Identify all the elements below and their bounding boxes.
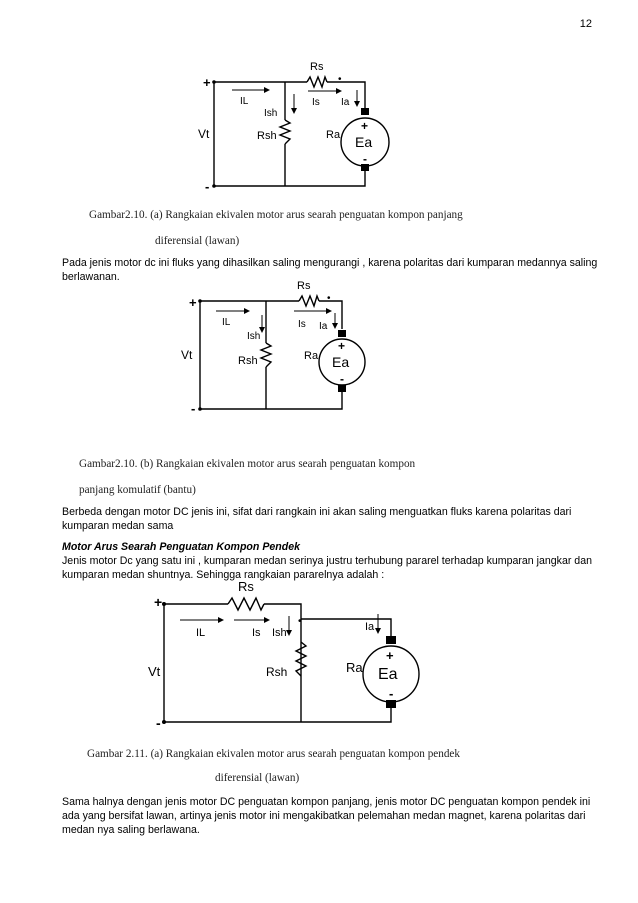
paragraph: Sama halnya dengan jenis motor DC penguatan kompon panjang, jenis motor DC penguatan kompon pendek ini ada yang bersifat lawan, artinya jenis motor ini mengakibatkan pelemahan medan magnet, karena polaritas dari medan nya saling berlawana.: [62, 796, 591, 836]
figure-caption: Gambar 2.11. (a) Rangkaian ekivalen motor arus searah penguatan kompon pendek: [87, 748, 460, 760]
page-number: 12: [579, 18, 592, 30]
is-arrowhead: [336, 88, 342, 94]
brush-top: [386, 636, 396, 644]
terminal-dot: [212, 184, 216, 188]
ea-minus: -: [340, 372, 344, 386]
vt-label: Vt: [148, 664, 161, 679]
junction-dot-mark: •: [298, 616, 302, 627]
is-arrowhead: [326, 308, 332, 314]
ea-label: Ea: [378, 666, 398, 683]
ia-label: Ia: [319, 321, 328, 332]
ish-label: Ish: [264, 108, 278, 119]
rs-label: Rs: [238, 579, 254, 594]
terminal-dot: [162, 602, 166, 606]
ish-arrowhead: [291, 108, 297, 114]
ia-arrowhead: [375, 628, 381, 634]
terminal-dot: [212, 80, 216, 84]
brush-bottom: [386, 700, 396, 708]
junction-dot-mark: •: [327, 293, 331, 304]
rsh-label: Rsh: [257, 130, 277, 142]
series-resistor-rs: [299, 296, 319, 306]
circuit-diagram-long-compound-b: [176, 279, 386, 419]
brush-top: [338, 330, 346, 337]
brush-top: [361, 108, 369, 115]
il-arrowhead: [218, 617, 224, 623]
ea-minus: -: [389, 686, 394, 701]
figure-caption: panjang komulatif (bantu): [79, 484, 196, 496]
circuit-diagram-short-compound-a: [146, 580, 416, 732]
il-label: IL: [196, 627, 206, 639]
ia-label: Ia: [365, 621, 375, 633]
ia-label: Ia: [341, 97, 350, 108]
ra-label: Ra: [304, 350, 319, 362]
plus-terminal: +: [203, 75, 211, 90]
minus-terminal: -: [191, 401, 196, 416]
rsh-label: Rsh: [238, 355, 258, 367]
ea-label: Ea: [355, 134, 373, 150]
paragraph: Berbeda dengan motor DC jenis ini, sifat dari rangkain ini akan saling menguatkan fluks karena polaritas dari kumparan medan sama: [62, 506, 572, 532]
shunt-resistor-rsh: [280, 120, 290, 144]
rs-label: Rs: [297, 280, 311, 292]
ia-arrowhead: [354, 101, 360, 107]
il-arrowhead: [244, 308, 250, 314]
is-label: Is: [298, 319, 306, 330]
series-resistor-rs: [228, 598, 264, 610]
figure-caption: Gambar2.10. (a) Rangkaian ekivalen motor arus searah penguatan kompon panjang: [89, 209, 463, 221]
brush-bottom: [338, 385, 346, 392]
paragraph: Pada jenis motor dc ini fluks yang dihasilkan saling mengurangi , karena polaritas dari kumparan medannya saling berlawanan.: [62, 257, 598, 283]
is-arrowhead: [264, 617, 270, 623]
ea-label: Ea: [332, 354, 350, 370]
circuit-diagram-long-compound-a: [190, 58, 420, 198]
ish-arrowhead: [286, 630, 292, 636]
figure-caption: diferensial (lawan): [215, 772, 300, 784]
vt-label: Vt: [181, 348, 193, 362]
terminal-dot: [162, 720, 166, 724]
ish-label: Ish: [247, 331, 261, 342]
figure-caption: Gambar2.10. (b) Rangkaian ekivalen motor arus searah penguatan kompon: [79, 458, 416, 470]
ea-plus: +: [386, 648, 394, 663]
ra-label: Ra: [326, 129, 341, 141]
figure-caption: diferensial (lawan): [155, 235, 240, 247]
terminal-dot: [198, 299, 202, 303]
rsh-label: Rsh: [266, 665, 288, 679]
il-label: IL: [222, 317, 231, 328]
ea-plus: +: [338, 339, 346, 353]
plus-terminal: +: [189, 295, 197, 310]
minus-terminal: -: [205, 179, 210, 194]
rs-label: Rs: [310, 61, 324, 73]
section-heading: Motor Arus Searah Penguatan Kompon Pendek: [62, 541, 301, 553]
ra-label: Ra: [346, 660, 363, 675]
ish-label: Ish: [272, 627, 287, 639]
ea-minus: -: [363, 152, 367, 166]
series-resistor-rs: [307, 77, 327, 87]
ea-plus: +: [361, 119, 369, 133]
ia-arrowhead: [332, 323, 338, 329]
il-label: IL: [240, 96, 249, 107]
il-arrowhead: [264, 87, 270, 93]
plus-terminal: +: [154, 594, 163, 610]
shunt-resistor-rsh: [261, 343, 271, 367]
vt-label: Vt: [198, 127, 210, 141]
terminal-dot: [198, 407, 202, 411]
junction-dot-mark: •: [338, 74, 342, 85]
minus-terminal: -: [156, 715, 161, 731]
is-label: Is: [312, 97, 320, 108]
is-label: Is: [252, 627, 261, 639]
paragraph: Jenis motor Dc yang satu ini , kumparan medan serinya justru terhubung pararel terhadap kumparan jangkar dan kumparan medan shuntnya. Sehingga rangkaian pararelnya adalah :: [62, 555, 592, 581]
